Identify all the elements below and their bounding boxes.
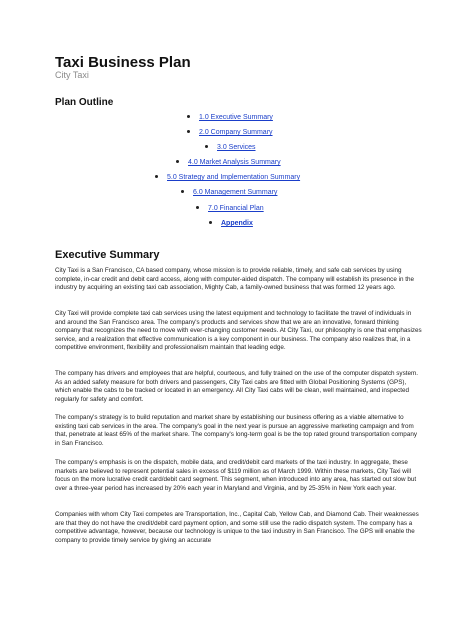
outline-heading: Plan Outline <box>55 97 114 108</box>
document-title: Taxi Business Plan <box>55 54 191 71</box>
bullet-icon <box>187 130 190 133</box>
outline-link[interactable]: 2.0 Company Summary <box>199 129 273 136</box>
outline-item-management[interactable] <box>181 189 277 197</box>
outline-item-strategy[interactable] <box>155 174 300 182</box>
outline-item-company-summary[interactable] <box>187 129 273 137</box>
outline-item-financial-plan[interactable] <box>196 205 264 213</box>
bullet-icon <box>181 190 184 193</box>
outline-link[interactable]: 5.0 Strategy and Implementation Summary <box>167 174 301 181</box>
outline-item-services[interactable] <box>205 144 256 152</box>
bullet-icon <box>187 115 190 118</box>
paragraph: Companies with whom City Taxi competes are Transportation, Inc., Capital Cab, Yellow Cab, and Diamond Cab. Their weaknesses are that they do not have the credit/debit card payment option, and some still use the radio dispatch system. The company has a competitive advantage, however, because our technology is unique to the taxi industry in San Francisco. The GPS will enable the company to provide timely service by giving an accurate <box>55 511 419 544</box>
outline-item-appendix[interactable] <box>209 220 253 228</box>
outline-link[interactable]: 1.0 Executive Summary <box>199 114 273 121</box>
outline-item-market-analysis[interactable] <box>176 159 281 167</box>
outline-item-executive-summary[interactable] <box>187 114 273 122</box>
paragraph: The company's strategy is to build reputation and market share by establishing our business offering as a viable alternative to existing taxi cab services in the area. The company's goal in the next year is pursue an aggressive marketing campaign and from that, penetrate at least 65% of the market share. The company's long-term goal is be the top rated ground transportation company in San Francisco. <box>55 414 417 447</box>
bullet-icon <box>205 145 208 148</box>
section-heading: Executive Summary <box>55 249 160 261</box>
document-subtitle: City Taxi <box>55 70 89 80</box>
paragraph: The company's emphasis is on the dispatch, mobile data, and credit/debit card markets of the taxi industry. In aggregate, these markets are believed to represent potential sales in excess of $119 million as of March 1999. Within these markets, City Taxi will focus on the more lucrative credit card/debit card segment. This segment, when introduced into any area, has started out slow but over a three-year period has increased by 20% each year in Maryland and Virginia, and by 25-35% in New York each year. <box>55 459 417 492</box>
outline-link[interactable]: 3.0 Services <box>217 144 256 151</box>
paragraph: City Taxi is a San Francisco, CA based company, whose mission is to provide reliable, timely, and safe cab services by using complete, in-car credit and debit card access, along with computer-aided dispatch. The company will establish its presence in the industry by acquiring an existing taxi cab association, Mighty Cab, a family-owned business that was formed 12 years ago. <box>55 267 414 292</box>
paragraph: The company has drivers and employees that are helpful, courteous, and fully trained on the use of the computer dispatch system. As an added safety measure for both drivers and passengers, City Taxi cabs are fitted with Global Positioning Systems (GPS), which enable the cabs to be tracked or located in an emergency. All City Taxi cabs will be clean, well maintained, and inspected regularly for safety and comfort. <box>55 370 418 403</box>
outline-link[interactable]: Appendix <box>221 220 253 227</box>
bullet-icon <box>155 175 158 178</box>
outline-link[interactable]: 4.0 Market Analysis Summary <box>188 159 281 166</box>
bullet-icon <box>209 221 212 224</box>
outline-link[interactable]: 7.0 Financial Plan <box>208 205 264 212</box>
bullet-icon <box>196 206 199 209</box>
paragraph: City Taxi will provide complete taxi cab services using the latest equipment and technology to facilitate the travel of individuals in and around the San Francisco area. The company's products and services show that we are an innovative, forward thinking company that recognizes the need to move with ever-changing customer needs. At City Taxi, our philosophy is one that emphasizes service, and a realization that effective communication is a key component in our business. The company also realizes that, in a competitive environment, flexibility and professionalism maintain that leading edge. <box>55 310 422 352</box>
bullet-icon <box>176 160 179 163</box>
outline-link[interactable]: 6.0 Management Summary <box>193 189 278 196</box>
